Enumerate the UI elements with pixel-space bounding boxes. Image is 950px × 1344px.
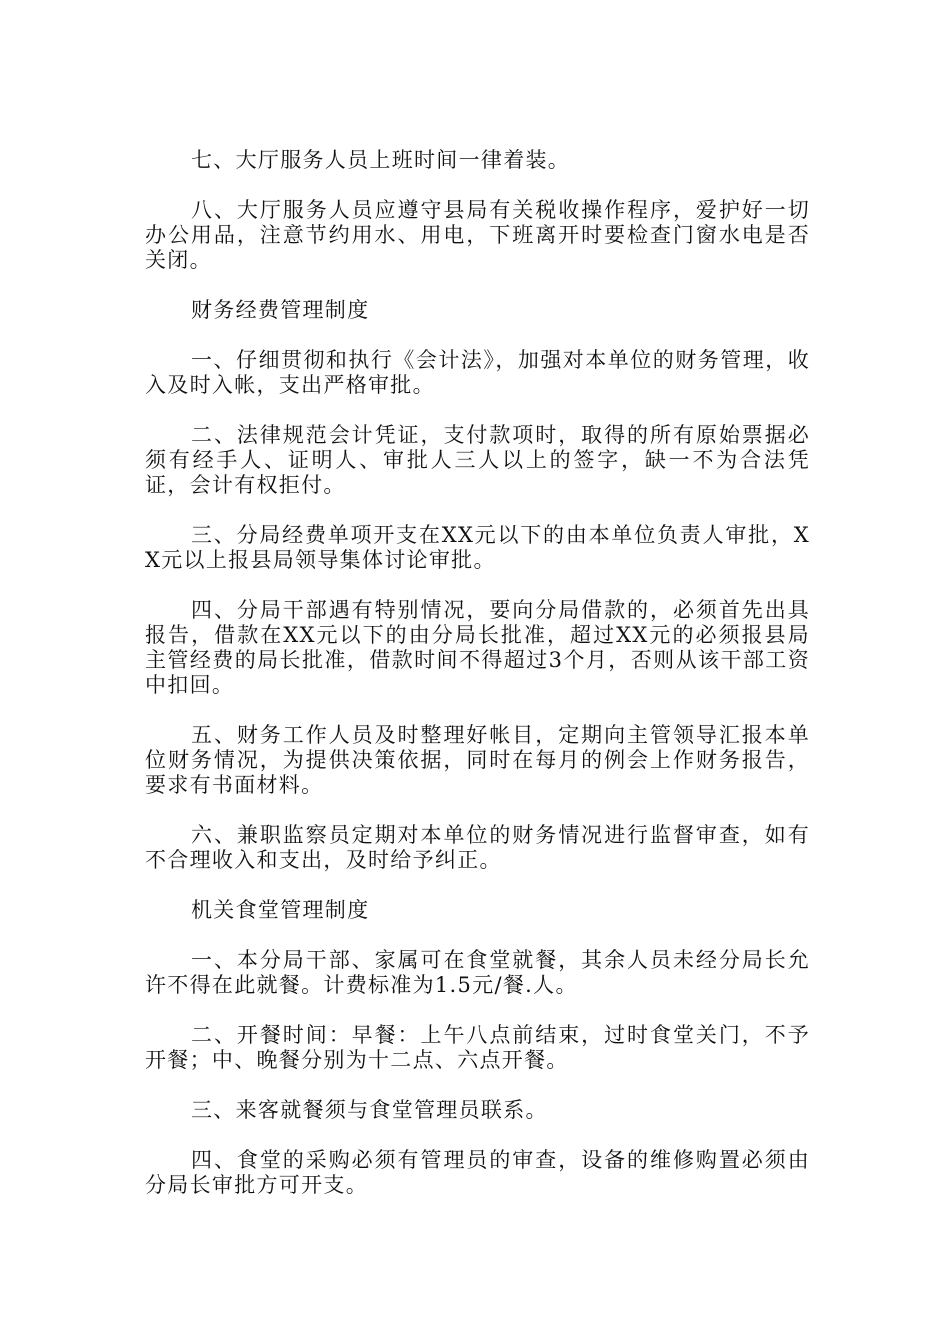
paragraph-canteen-4: 四、食堂的采购必须有管理员的审查，设备的维修购置必须由分局长审批方可开支。 [145, 1148, 810, 1197]
paragraph-finance-4: 四、分局干部遇有特别情况，要向分局借款的，必须首先出具报告，借款在XX元以下的由分局长批准，超过XX元的必须报县局主管经费的局长批准，借款时间不得超过3个月，否则从该干部工资中扣回。 [145, 598, 810, 697]
paragraph-finance-5: 五、财务工作人员及时整理好帐目，定期向主管领导汇报本单位财务情况，为提供决策依据，同时在每月的例会上作财务报告，要求有书面材料。 [145, 723, 810, 797]
paragraph-canteen-2: 二、开餐时间：早餐：上午八点前结束，过时食堂关门，不予开餐；中、晚餐分别为十二点、六点开餐。 [145, 1023, 810, 1072]
section-heading-finance: 财务经费管理制度 [191, 298, 370, 322]
paragraph-canteen-3: 三、来客就餐须与食堂管理员联系。 [191, 1098, 548, 1122]
paragraph-finance-3: 三、分局经费单项开支在XX元以下的由本单位负责人审批，XX元以上报县局领导集体讨论审批。 [145, 523, 810, 572]
paragraph-finance-1: 一、仔细贯彻和执行《会计法》，加强对本单位的财务管理，收入及时入帐，支出严格审批。 [145, 348, 810, 397]
document-body [145, 148, 810, 1223]
paragraph-canteen-1: 一、本分局干部、家属可在食堂就餐，其余人员未经分局长允许不得在此就餐。计费标准为1.5元/餐.人。 [145, 948, 810, 997]
paragraph-finance-2: 二、法律规范会计凭证，支付款项时，取得的所有原始票据必须有经手人、证明人、审批人三人以上的签字，缺一不为合法凭证，会计有权拒付。 [145, 423, 810, 497]
section-heading-canteen: 机关食堂管理制度 [191, 898, 370, 922]
paragraph-8-office-supplies: 八、大厅服务人员应遵守县局有关税收操作程序，爱护好一切办公用品，注意节约用水、用电，下班离开时要检查门窗水电是否关闭。 [145, 198, 810, 272]
paragraph-7-attire: 七、大厅服务人员上班时间一律着装。 [191, 148, 571, 172]
paragraph-finance-6: 六、兼职监察员定期对本单位的财务情况进行监督审查，如有不合理收入和支出，及时给予纠正。 [145, 823, 810, 872]
